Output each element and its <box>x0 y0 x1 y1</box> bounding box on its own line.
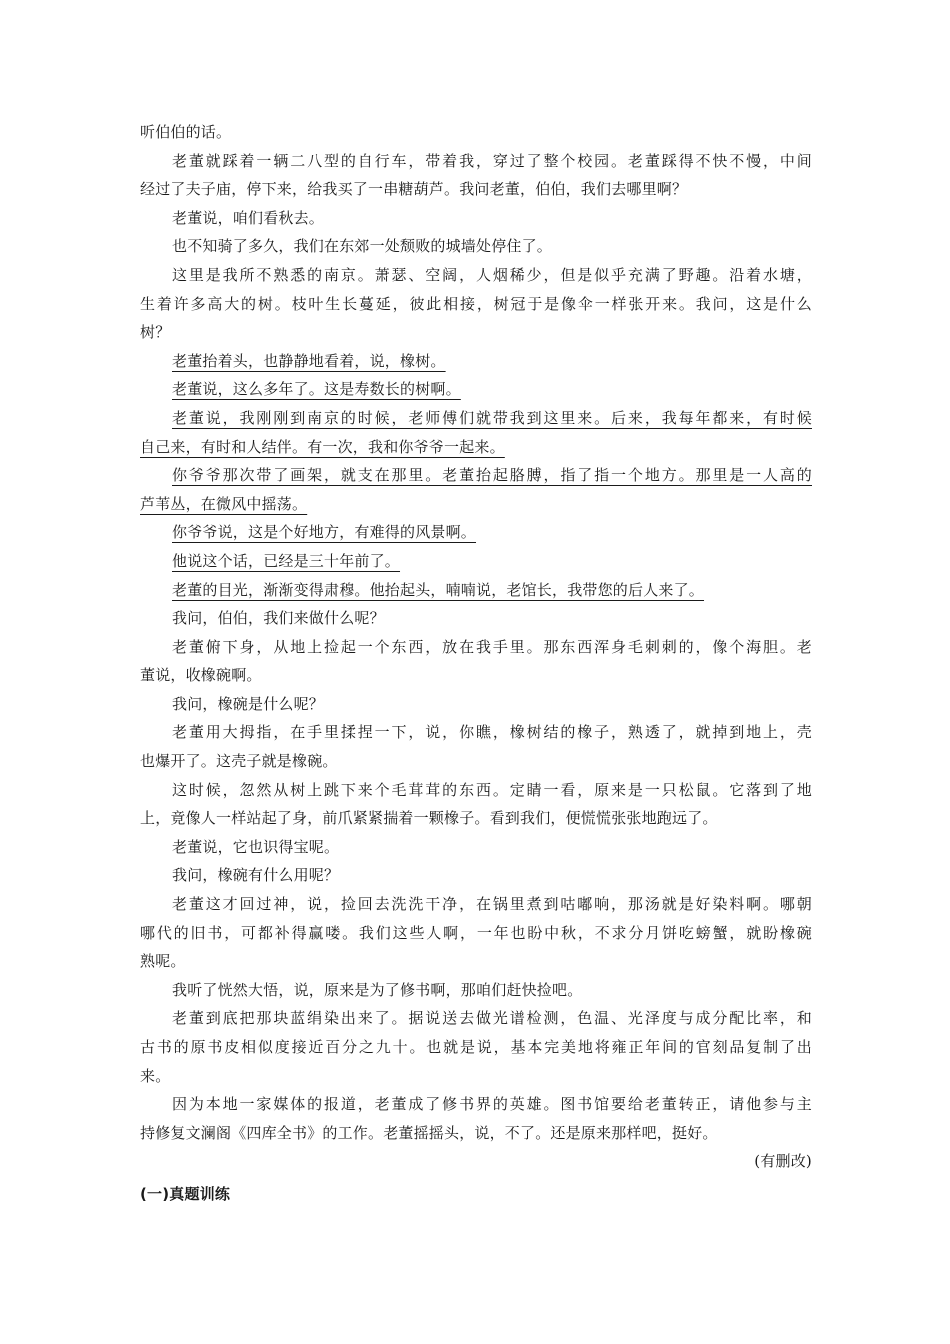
line-text: 经过了夫子庙，停下来，给我买了一串糖葫芦。我问老董，伯伯，我们去哪里啊？ <box>140 180 688 199</box>
line-text: 老董俯下身，从地上捡起一个东西，放在我手里。那东西浑身毛刺刺的，像个海胆。老 <box>172 637 812 656</box>
line-text: 也不知骑了多久，我们在东郊一处颓败的城墙处停住了。 <box>172 237 553 256</box>
underlined-text: 老董说，这么多年了。这是寿数长的树啊。 <box>172 380 461 399</box>
text-line <box>140 261 812 290</box>
line-text: 我听了恍然大悟，说，原来是为了修书啊，那咱们赶快捡吧。 <box>172 980 583 999</box>
section-heading: (一)真题训练 <box>140 1184 231 1203</box>
underlined-text: 老董说，我刚刚到南京的时候，老师傅们就带我到这里来。后来，我每年都来，有时候 <box>172 408 812 427</box>
text-line <box>140 804 812 833</box>
line-text: 因为本地一家媒体的报道，老董成了修书界的英雄。图书馆要给老董转正，请他参与主 <box>172 1095 812 1114</box>
line-text: 哪代的旧书，可都补得赢喽。我们这些人啊，一年也盼中秋，不求分月饼吃螃蟹，就盼橡碗 <box>140 923 812 942</box>
underlined-text: 老董抬着头，也静静地看着，说，橡树。 <box>172 351 446 370</box>
text-line <box>140 633 812 662</box>
text-line <box>140 1090 812 1119</box>
text-line <box>140 690 812 719</box>
line-text: 上，竟像人一样站起了身，前爪紧紧揣着一颗橡子。看到我们，便慌慌张张地跑远了。 <box>140 809 718 828</box>
text-line <box>140 747 812 776</box>
text-line <box>140 347 812 376</box>
text-line <box>140 919 812 948</box>
line-text: 生着许多高大的树。枝叶生长蔓延，彼此相接，树冠于是像伞一样张开来。我问，这是什么 <box>140 294 812 313</box>
underlined-text: 老董的目光，渐渐变得肃穆。他抬起头，喃喃说，老馆长，我带您的后人来了。 <box>172 580 705 599</box>
line-text: 持修复文澜阁《四库全书》的工作。老董摇摇头，说，不了。还是原来那样吧，挺好。 <box>140 1123 718 1142</box>
text-line <box>140 718 812 747</box>
underlined-text: 他说这个话，已经是三十年前了。 <box>172 551 401 570</box>
text-line <box>140 1004 812 1033</box>
text-line <box>140 976 812 1005</box>
line-text: 老董说，咱们看秋去。 <box>172 208 325 227</box>
line-text: 听伯伯的话。 <box>140 123 232 141</box>
text-line <box>140 890 812 919</box>
text-line <box>140 118 812 147</box>
line-text: 熟呢。 <box>140 952 186 971</box>
line-text: 董说，收橡碗啊。 <box>140 666 262 685</box>
text-line <box>140 547 812 576</box>
passage-text <box>140 118 812 1147</box>
text-line <box>140 1119 812 1148</box>
text-line <box>140 518 812 547</box>
text-line <box>140 175 812 204</box>
text-line <box>140 404 812 433</box>
line-text: 也爆开了。这壳子就是橡碗。 <box>140 752 338 771</box>
document-body <box>140 118 812 1209</box>
line-text: 老董到底把那块蓝绢染出来了。据说送去做光谱检测，色温、光泽度与成分配比率，和 <box>172 1009 812 1028</box>
text-line <box>140 861 812 890</box>
line-text: 我问，橡碗有什么用呢？ <box>172 866 340 885</box>
text-line <box>140 947 812 976</box>
line-text: 这里是我所不熟悉的南京。萧瑟、空阔，人烟稀少，但是似乎充满了野趣。沿着水塘， <box>172 265 812 284</box>
text-line <box>140 776 812 805</box>
line-text: 古书的原书皮相似度接近百分之九十。也就是说，基本完美地将雍正年间的官刻品复制了出 <box>140 1038 812 1056</box>
text-line <box>140 204 812 233</box>
line-text: 来。 <box>140 1066 171 1085</box>
text-line <box>140 661 812 690</box>
text-line <box>140 232 812 261</box>
line-text: 老董说，它也识得宝呢。 <box>172 837 340 856</box>
line-text: 老董就踩着一辆二八型的自行车，带着我，穿过了整个校园。老董踩得不快不慢，中间 <box>172 151 812 170</box>
text-line <box>140 576 812 605</box>
text-line <box>140 318 812 347</box>
line-text: 我问，橡碗是什么呢？ <box>172 694 325 713</box>
underlined-text: 芦苇丛，在微风中摇荡。 <box>140 494 308 513</box>
source-note: (有删改) <box>754 1152 812 1171</box>
line-text: 树？ <box>140 323 171 342</box>
line-text: 我问，伯伯，我们来做什么呢？ <box>172 609 385 628</box>
text-line <box>140 1062 812 1091</box>
line-text: 老董这才回过神，说，捡回去洗洗干净，在锅里煮到咕嘟响，那汤就是好染料啊。哪朝 <box>172 895 812 914</box>
underlined-text: 你爷爷那次带了画架，就支在那里。老董抬起胳膊，指了指一个地方。那里是一人高的 <box>172 466 812 485</box>
text-line <box>140 147 812 176</box>
line-text: 老董用大拇指，在手里揉捏一下，说，你瞧，橡树结的橡子，熟透了，就掉到地上，壳 <box>172 723 812 742</box>
text-line <box>140 604 812 633</box>
line-text: 这时候，忽然从树上跳下来个毛茸茸的东西。定睛一看，原来是一只松鼠。它落到了地 <box>172 780 812 799</box>
text-line <box>140 433 812 462</box>
text-line <box>140 833 812 862</box>
text-line <box>140 290 812 319</box>
underlined-text: 自己来，有时和人结伴。有一次，我和你爷爷一起来。 <box>140 437 505 456</box>
underlined-text: 你爷爷说，这是个好地方，有难得的风景啊。 <box>172 523 477 542</box>
text-line <box>140 461 812 490</box>
text-line <box>140 375 812 404</box>
text-line <box>140 490 812 519</box>
text-line <box>140 1033 812 1062</box>
